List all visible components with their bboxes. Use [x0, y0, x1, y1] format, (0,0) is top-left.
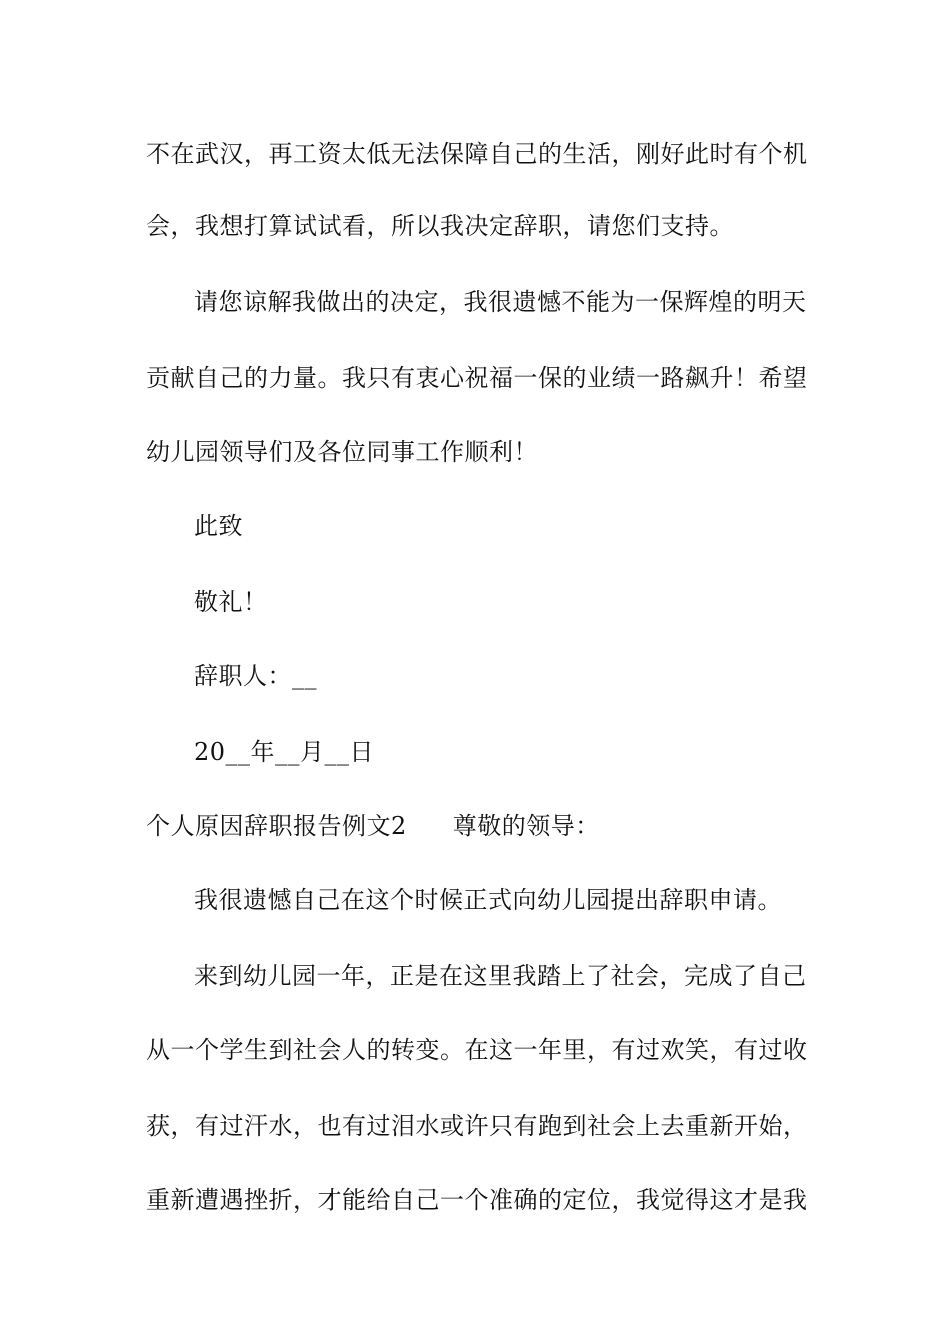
section2-paragraph2-line3: 获，有过汗水，也有过泪水或许只有跑到社会上去重新开始， [146, 1112, 808, 1140]
paragraph2-line2: 贡献自己的力量。我只有衷心祝福一保的业绩一路飙升！希望 [146, 364, 808, 392]
closing-salute: 敬礼！ [194, 588, 268, 616]
section2-heading [146, 810, 806, 842]
paragraph1-line1: 不在武汉，再工资太低无法保障自己的生活，刚好此时有个机 [146, 140, 808, 168]
section2-paragraph1: 我很遗憾自己在这个时候正式向幼儿园提出辞职申请。 [194, 886, 782, 914]
closing-date: 20__年__月__日 [194, 738, 375, 766]
section2-paragraph2-line4: 重新遭遇挫折，才能给自己一个准确的定位，我觉得这才是我 [146, 1186, 808, 1214]
paragraph2-line1: 请您谅解我做出的决定，我很遗憾不能为一保辉煌的明天 [194, 288, 807, 316]
section2-title: 个人原因辞职报告例文2 [146, 812, 407, 840]
paragraph1-line2: 会，我想打算试试看，所以我决定辞职，请您们支持。 [146, 212, 734, 240]
closing-greeting: 此致 [194, 512, 243, 540]
closing-signer: 辞职人：__ [194, 662, 317, 690]
section2-paragraph2-line2: 从一个学生到社会人的转变。在这一年里，有过欢笑，有过收 [146, 1036, 808, 1064]
section2-salutation: 尊敬的领导： [452, 812, 600, 840]
paragraph2-line3: 幼儿园领导们及各位同事工作顺利！ [146, 438, 538, 466]
section2-paragraph2-line1: 来到幼儿园一年，正是在这里我踏上了社会，完成了自己 [194, 962, 807, 990]
